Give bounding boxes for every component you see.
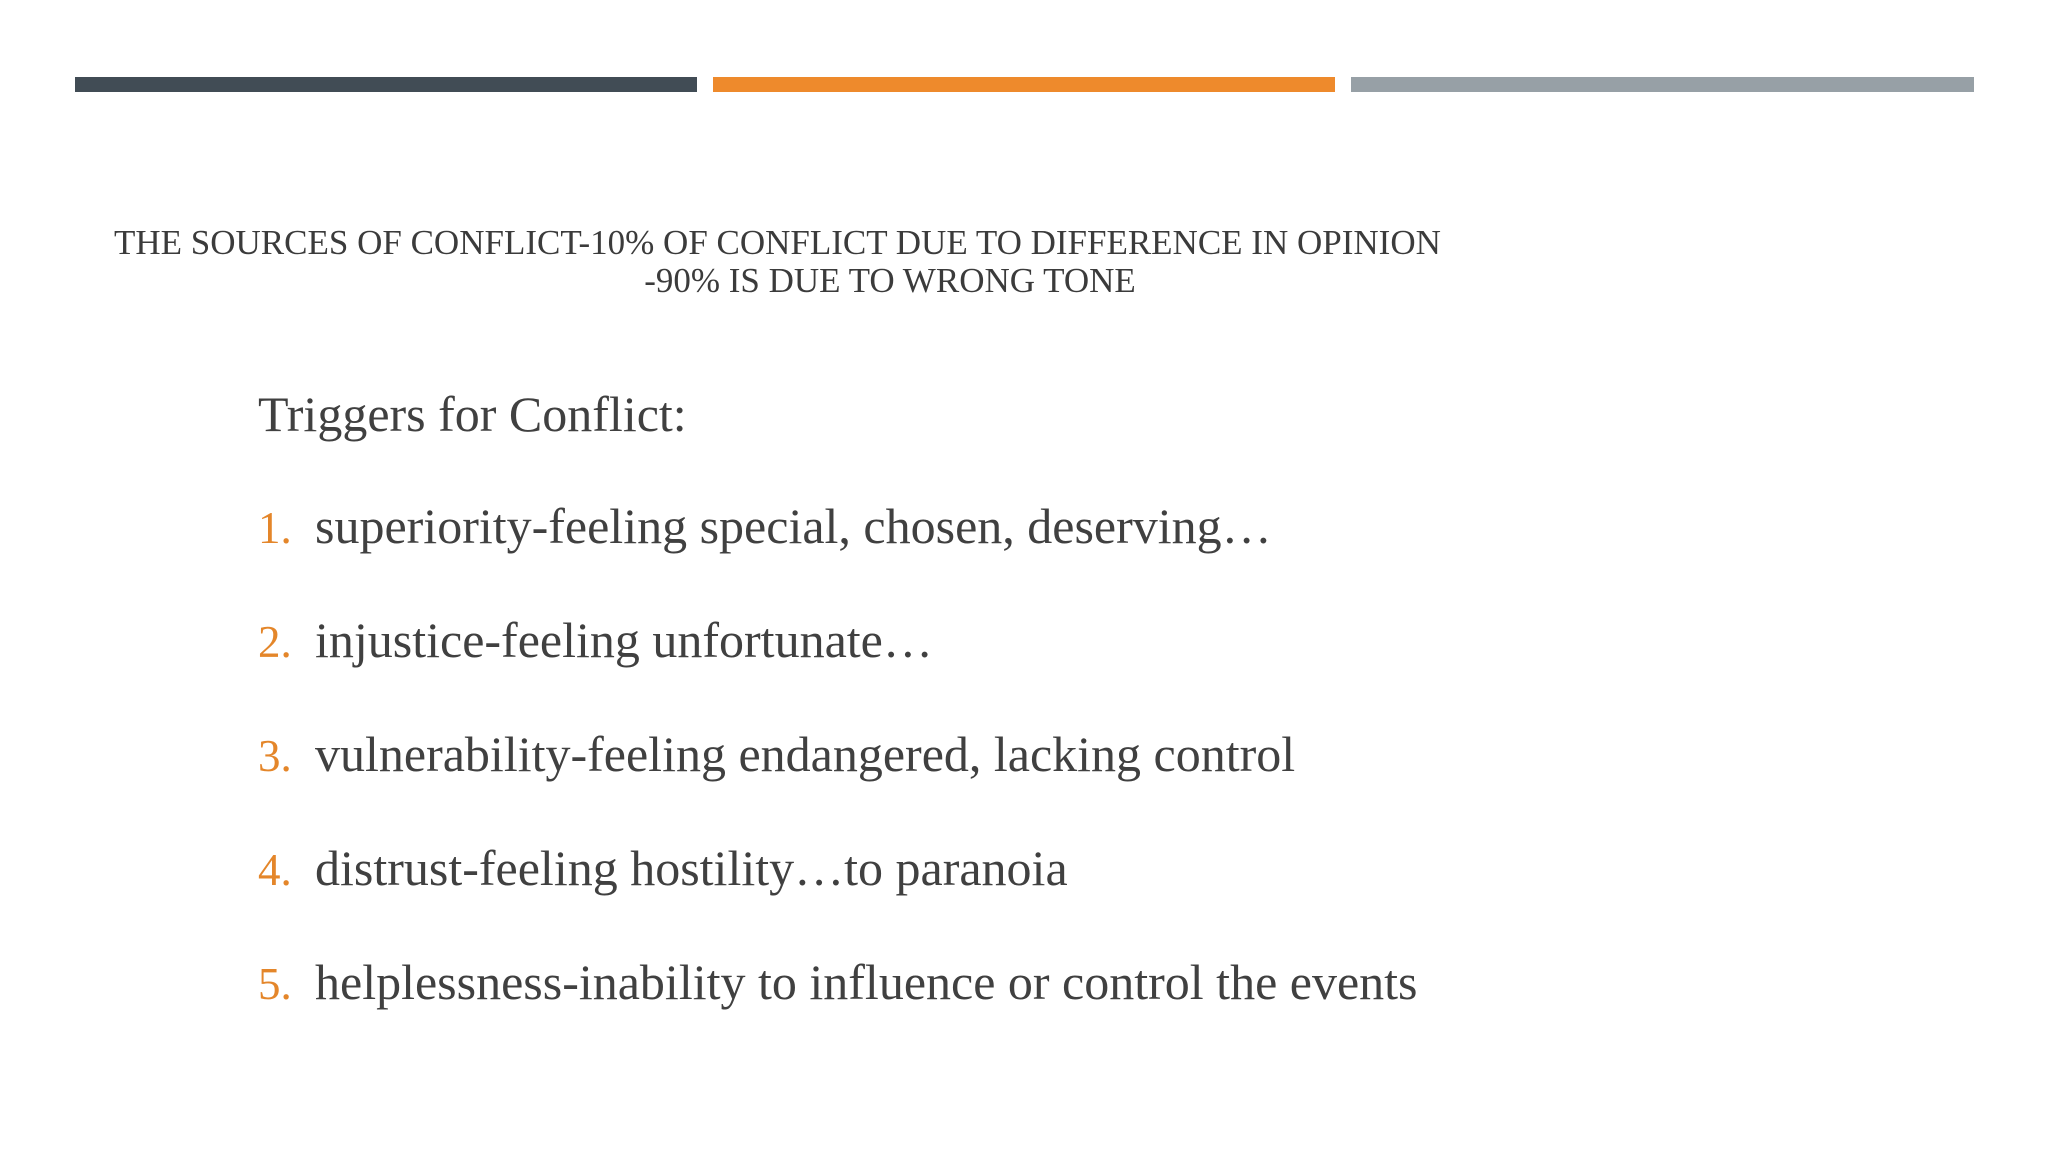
- slide-title: [90, 224, 1690, 300]
- list-item-number: 3.: [258, 731, 292, 781]
- list-item: [258, 952, 1858, 1014]
- list-item-text: superiority-feeling special, chosen, deserving…: [315, 498, 1272, 554]
- list-item-number: 5.: [258, 959, 292, 1009]
- list-item-text: vulnerability-feeling endangered, lacking control: [315, 726, 1296, 782]
- list-item-number: 2.: [258, 617, 292, 667]
- list-item: [258, 496, 1858, 558]
- trigger-list: [258, 496, 1858, 1014]
- list-item-number: 1.: [258, 503, 292, 553]
- slide-title-line-1: THE SOURCES OF CONFLICT-10% OF CONFLICT DUE TO DIFFERENCE IN OPINION: [114, 223, 1441, 262]
- list-item-text: helplessness-inability to influence or control the events: [315, 954, 1418, 1010]
- list-item: [258, 610, 1858, 672]
- content-heading: Triggers for Conflict:: [258, 386, 687, 442]
- list-item: [258, 838, 1858, 900]
- list-item-number: 4.: [258, 845, 292, 895]
- list-item-text: injustice-feeling unfortunate…: [315, 612, 933, 668]
- list-item: [258, 724, 1858, 786]
- top-bar-orange: [713, 77, 1335, 92]
- top-bar-dark: [75, 77, 697, 92]
- decorative-top-bars: [75, 77, 1974, 92]
- top-bar-gray: [1351, 77, 1974, 92]
- list-item-text: distrust-feeling hostility…to paranoia: [315, 840, 1068, 896]
- slide-title-line-2: -90% IS DUE TO WRONG TONE: [644, 261, 1136, 300]
- content-body: [258, 384, 1858, 1066]
